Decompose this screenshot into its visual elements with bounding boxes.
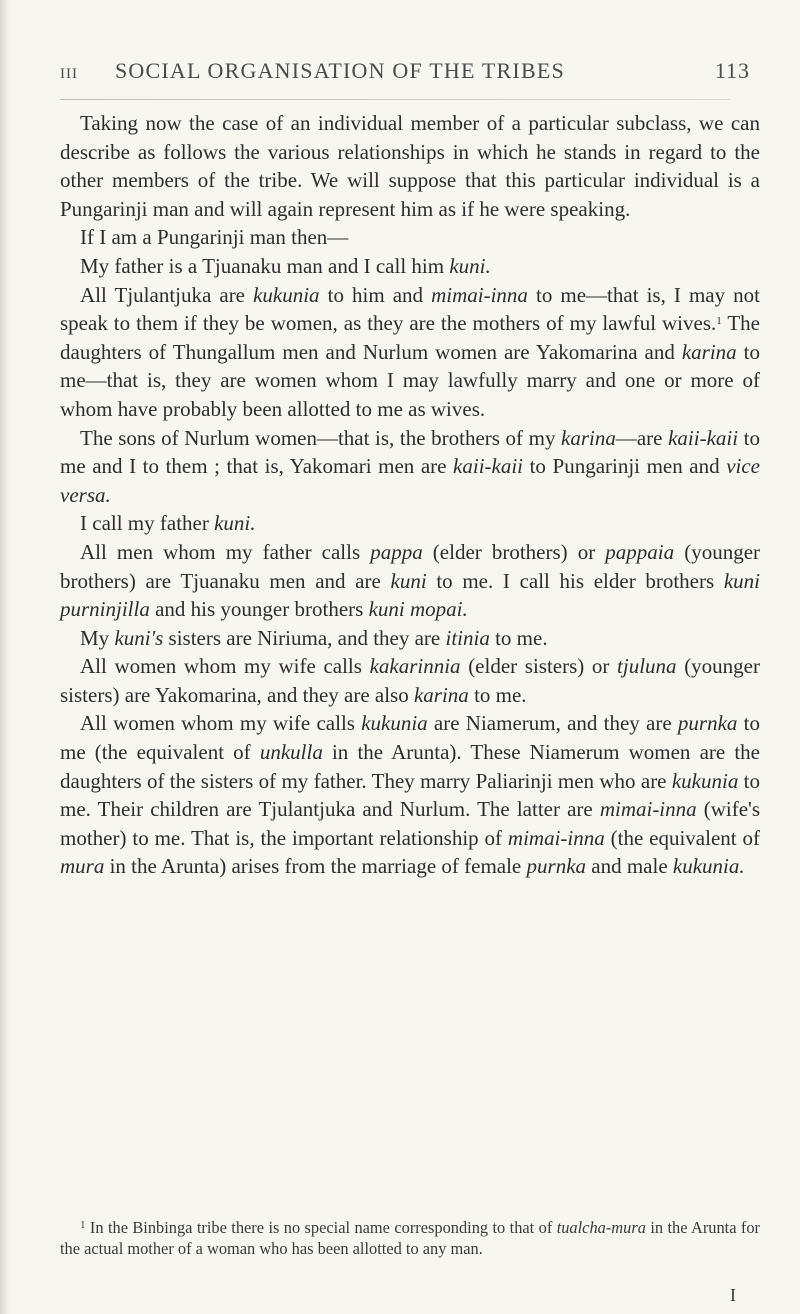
paragraph: All Tjulantjuka are kukunia to him and mimai-inna to me—that is, I may not speak to them if they be women, as they are the mothers of my lawful wives.$^1$ The daughters of Thungallum men and Nurlum women are Yakomarina and karina to me—that is, they are women whom I may lawfully marry and one or more of whom have probably been allotted to me as wives. [60,282,760,421]
italic-term: mimai-inna [431,282,528,307]
italic-term: karina [561,425,616,450]
paragraph: If I am a Pungarinji man then— [80,225,349,250]
italic-term: kuni purninjilla [60,568,760,622]
italic-term: purnka [526,854,587,879]
italic-term: tjuluna [617,654,677,679]
italic-term: mimai-inna [599,797,697,822]
paragraph: All women whom my wife calls kukunia are Niamerum, and they are purnka to me (the equivalent of unkulla in the Arunta). These Niamerum women are the daughters of the sisters of my father. They marry Paliarinji men who are kukunia to me. Their children are Tjulantjuka and Nurlum. The latter are mimai-inna (wife's mother) to me. That is, the important relationship of mimai-inna (the equivalent of mura in the Arunta) arises from the marriage of female purnka and male kukunia. [60,711,761,879]
footnote: $^1$ In the Binbinga tribe there is no special name corresponding to that of tualcha-mura in the Arunta for the actual mother of a woman who has been allotted to any man. [60,1218,760,1258]
paragraph: My kuni's sisters are Niriuma, and they are itinia to me. [80,625,548,650]
italic-term: kukunia [361,711,428,736]
italic-term: karina [413,682,469,707]
paragraph: My father is a Tjuanaku man and I call him kuni. [80,253,491,278]
footnote-marker: 1 [80,1219,86,1231]
paragraph: I call my father kuni. [80,511,256,536]
paragraph: Taking now the case of an individual member of a particular subclass, we can describe as follows the various relationships in which he stands in regard to the other members of the tribe. We will suppose that this particular individual is a Pungarinji man and will again represent him as if he were speaking. [60,111,760,221]
italic-term: kuni [390,568,427,593]
italic-term: kuni's [114,625,164,650]
italic-term: kukunia [253,282,320,307]
paragraph: The sons of Nurlum women—that is, the brothers of my karina—are kaii-kaii to me and I to them ; that is, Yakomari men are kaii-kaii to Pungarinji men and vice versa. [60,425,760,507]
italic-term: karina [681,339,737,364]
italic-term: mimai-inna [507,825,605,850]
italic-term: pappaia [605,539,675,564]
italic-term: kuni mopai. [368,597,468,622]
signature-mark: I [730,1285,736,1305]
italic-term: kuni. [214,511,256,536]
italic-term: kukunia. [672,854,745,879]
italic-term: mura [60,854,105,879]
italic-term: tualcha-mura [556,1218,646,1237]
italic-term: kakarinnia [369,654,461,679]
italic-term: kuni. [449,253,491,278]
running-title: SOCIAL ORGANISATION OF THE TRIBES [115,58,565,83]
italic-term: purnka [677,711,738,736]
footnote-reference: 1 [716,315,722,328]
italic-term: unkulla [259,740,323,765]
page-edge-shadow [0,0,10,1314]
header-rule [60,99,730,100]
italic-term: itinia [445,625,490,650]
italic-term: kukunia [671,768,739,793]
italic-term: vice versa. [60,454,760,507]
paragraph: All women whom my wife calls kakarinnia (elder sisters) or tjuluna (younger sisters) are Yakomarina, and they are also karina to me. [60,654,761,707]
italic-term: pappa [370,539,423,564]
paragraph: All men whom my father calls pappa (elder brothers) or pappaia (younger brothers) are Tjuanaku men and are kuni to me. I call his elder brothers kuni purninjilla and his younger brothers kuni mopai. [60,539,761,622]
italic-term: kaii-kaii [453,454,524,479]
chapter-number: III [60,66,78,82]
page-number: 113 [714,58,750,83]
body-text [60,109,760,881]
italic-term: kaii-kaii [668,425,739,450]
running-header [60,52,750,92]
